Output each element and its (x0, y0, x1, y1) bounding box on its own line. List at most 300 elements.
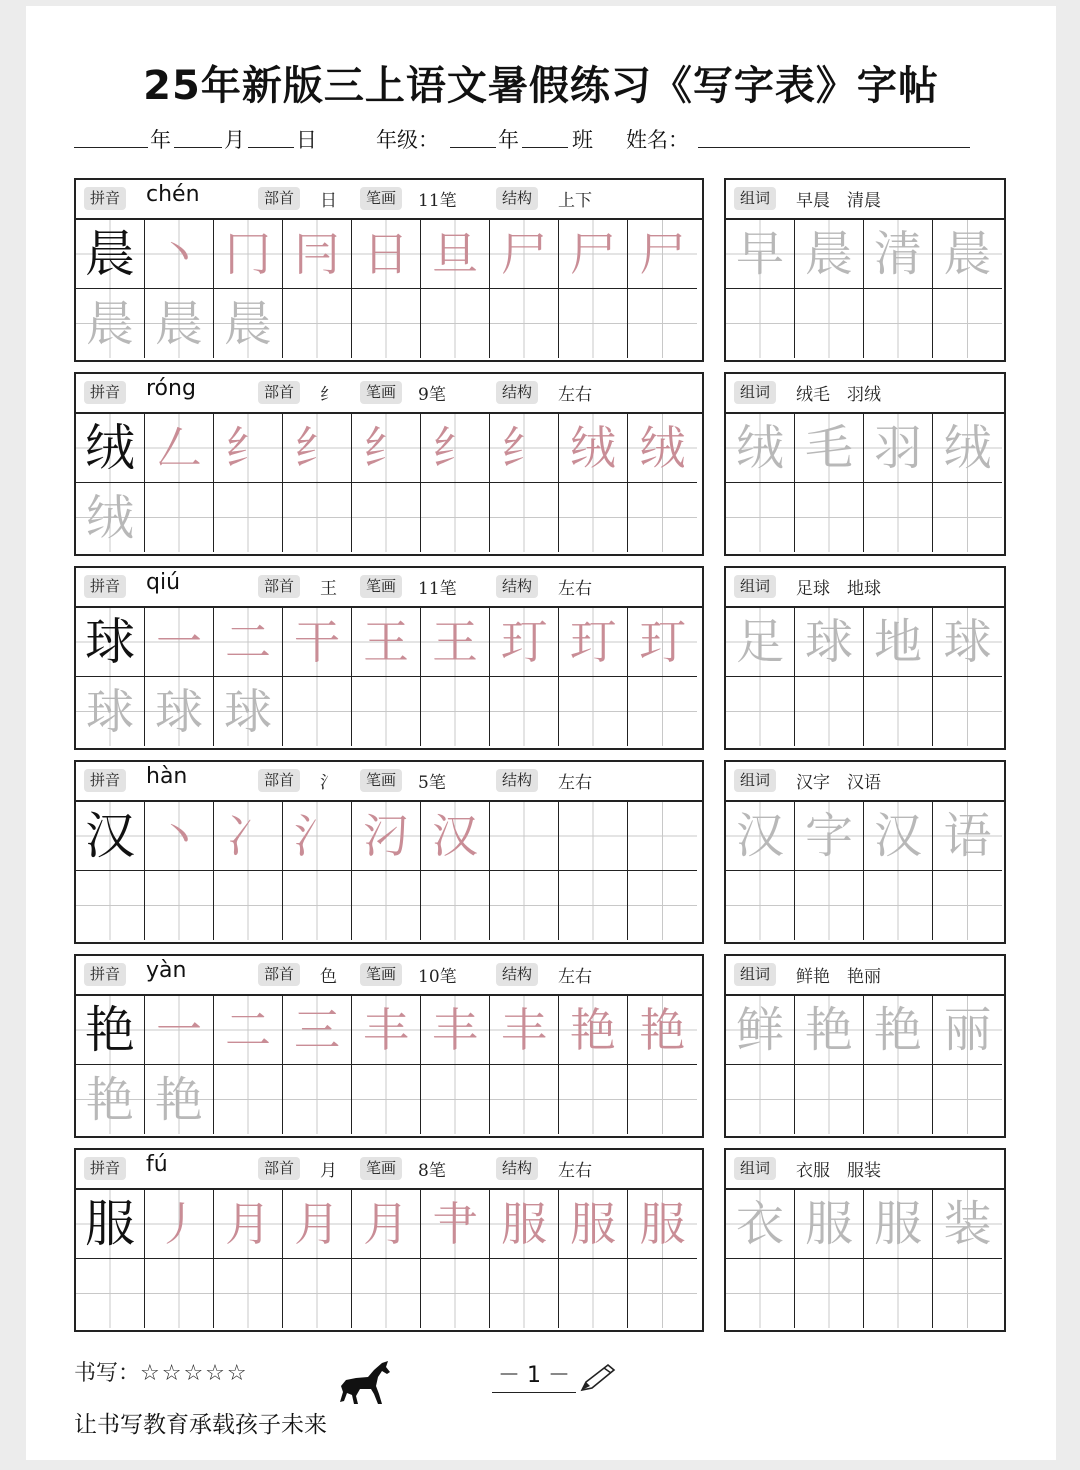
grid-row (726, 289, 1002, 358)
word-cell[interactable] (795, 1190, 864, 1259)
words-tag: 组词 (734, 381, 776, 404)
radical-tag: 部首 (258, 963, 300, 986)
stroke-order-step: 尸 (570, 227, 616, 281)
grid-row (726, 677, 1002, 746)
word-cell[interactable] (795, 483, 864, 552)
word-cell[interactable] (726, 802, 795, 871)
writing-cell[interactable] (214, 1065, 283, 1134)
word-cell[interactable] (864, 608, 933, 677)
writing-cell[interactable] (559, 996, 628, 1065)
writing-cell[interactable] (76, 802, 145, 871)
writing-cell[interactable] (628, 996, 697, 1065)
writing-cell[interactable] (421, 871, 490, 940)
word-card-header (726, 956, 1004, 996)
word-cell[interactable] (933, 483, 1002, 552)
writing-cell[interactable] (490, 677, 559, 746)
writing-grid (76, 996, 697, 1134)
pinyin-tag: 拼音 (84, 769, 126, 792)
word-cell[interactable] (933, 871, 1002, 940)
card-header (76, 568, 702, 608)
word-cell[interactable] (726, 1259, 795, 1328)
practice-card (74, 566, 704, 750)
writing-cell[interactable] (490, 483, 559, 552)
writing-cell[interactable] (214, 289, 283, 358)
pinyin-tag: 拼音 (84, 381, 126, 404)
card-header (76, 180, 702, 220)
writing-cell[interactable] (145, 871, 214, 940)
structure-value: 上下 (558, 191, 592, 211)
word-card-header (726, 568, 1004, 608)
writing-cell[interactable] (145, 289, 214, 358)
word-trace-character: 服 (804, 1196, 853, 1252)
word-cell[interactable] (933, 220, 1002, 289)
pinyin-value: hàn (146, 764, 188, 789)
word-trace-character: 绒 (943, 420, 992, 476)
stroke-order-step: 纟 (294, 421, 340, 475)
word-cell[interactable] (795, 1065, 864, 1134)
writing-cell[interactable] (421, 802, 490, 871)
word-cell[interactable] (933, 1190, 1002, 1259)
stroke-order-step: 一 (156, 615, 202, 669)
word-card (724, 372, 1006, 556)
writing-cell[interactable] (214, 996, 283, 1065)
year-label: 年 (150, 128, 171, 152)
worksheet-page (26, 6, 1056, 1460)
model-character: 汉 (85, 807, 135, 865)
word-cell[interactable] (726, 677, 795, 746)
word-trace-character: 语 (943, 808, 992, 864)
writing-cell[interactable] (214, 677, 283, 746)
writing-cell[interactable] (628, 1190, 697, 1259)
stroke-order-step: 服 (501, 1197, 547, 1251)
stroke-order-step: 尸 (501, 227, 547, 281)
structure-value: 左右 (558, 385, 592, 405)
strokes-tag: 笔画 (360, 963, 402, 986)
structure-tag: 结构 (496, 963, 538, 986)
word-trace-character: 艳 (873, 1002, 922, 1058)
pinyin-tag: 拼音 (84, 1157, 126, 1180)
word-cell[interactable] (726, 608, 795, 677)
writing-cell[interactable] (352, 1190, 421, 1259)
grid-row (76, 677, 697, 746)
writing-cell[interactable] (559, 1259, 628, 1328)
writing-grid (76, 220, 697, 358)
writing-grid (76, 414, 697, 552)
writing-cell[interactable] (490, 871, 559, 940)
stroke-order-step: 服 (570, 1197, 616, 1251)
word-trace-character: 绒 (735, 420, 784, 476)
card-header (76, 1150, 702, 1190)
writing-cell[interactable] (559, 1190, 628, 1259)
writing-cell[interactable] (283, 483, 352, 552)
month-label: 月 (224, 128, 245, 152)
writing-cell[interactable] (352, 414, 421, 483)
writing-cell[interactable] (490, 1259, 559, 1328)
word-cell[interactable] (864, 871, 933, 940)
writing-cell[interactable] (283, 802, 352, 871)
writing-cell[interactable] (145, 608, 214, 677)
model-character: 晨 (85, 225, 135, 283)
word-card-header (726, 180, 1004, 220)
trace-character: 球 (154, 683, 203, 740)
word-grid (726, 802, 1002, 940)
writing-cell[interactable] (559, 802, 628, 871)
word-grid (726, 220, 1002, 358)
word-cell[interactable] (933, 1065, 1002, 1134)
pinyin-value: yàn (146, 958, 187, 983)
writing-cell[interactable] (145, 1190, 214, 1259)
writing-cell[interactable] (352, 871, 421, 940)
stroke-order-step: 纟 (225, 421, 271, 475)
writing-cell[interactable] (559, 414, 628, 483)
word-grid (726, 608, 1002, 746)
writing-cell[interactable] (214, 220, 283, 289)
trace-character: 绒 (85, 489, 134, 546)
word-cell[interactable] (795, 1259, 864, 1328)
stroke-order-step: 玎 (501, 615, 547, 669)
writing-cell[interactable] (559, 677, 628, 746)
stroke-order-step: 服 (639, 1197, 686, 1251)
stroke-order-step: 纟 (501, 421, 547, 475)
grid-row (76, 608, 697, 677)
stroke-order-step: 纟 (363, 421, 409, 475)
structure-tag: 结构 (496, 769, 538, 792)
writing-cell[interactable] (559, 871, 628, 940)
model-character: 服 (85, 1195, 135, 1253)
writing-cell[interactable] (490, 996, 559, 1065)
writing-cell[interactable] (421, 220, 490, 289)
radical-value: 月 (320, 1161, 337, 1181)
words-tag: 组词 (734, 1157, 776, 1180)
word-cell[interactable] (864, 220, 933, 289)
word-cell[interactable] (864, 1190, 933, 1259)
writing-cell[interactable] (628, 1065, 697, 1134)
writing-cell[interactable] (352, 483, 421, 552)
stroke-order-step: 三 (294, 1003, 340, 1057)
word-card-header (726, 374, 1004, 414)
word-cell[interactable] (726, 414, 795, 483)
writing-cell[interactable] (352, 220, 421, 289)
writing-cell[interactable] (352, 608, 421, 677)
radical-tag: 部首 (258, 381, 300, 404)
writing-cell[interactable] (421, 289, 490, 358)
pinyin-value: qiú (146, 570, 181, 595)
word-cell[interactable] (864, 289, 933, 358)
writing-cell[interactable] (145, 1259, 214, 1328)
word-trace-character: 装 (943, 1196, 992, 1252)
writing-cell[interactable] (283, 608, 352, 677)
writing-cell[interactable] (628, 871, 697, 940)
writing-cell[interactable] (145, 677, 214, 746)
word-trace-character: 鲜 (735, 1002, 784, 1058)
words-tag: 组词 (734, 575, 776, 598)
radical-value: 色 (320, 967, 337, 987)
word-cell[interactable] (726, 1065, 795, 1134)
words-value: 绒毛 羽绒 (796, 385, 881, 405)
writing-cell[interactable] (145, 802, 214, 871)
word-card (724, 760, 1006, 944)
writing-cell[interactable] (421, 483, 490, 552)
writing-cell[interactable] (214, 608, 283, 677)
pinyin-value: chén (146, 182, 200, 207)
word-cell[interactable] (933, 802, 1002, 871)
stroke-order-step: 二 (225, 615, 271, 669)
strokes-value: 11笔 (418, 579, 457, 599)
writing-cell[interactable] (352, 1259, 421, 1328)
writing-cell[interactable] (421, 414, 490, 483)
writing-cell[interactable] (214, 414, 283, 483)
word-cell[interactable] (864, 414, 933, 483)
word-cell[interactable] (933, 289, 1002, 358)
radical-value: 纟 (320, 385, 337, 405)
writing-cell[interactable] (628, 289, 697, 358)
grid-row (726, 220, 1002, 289)
word-cell[interactable] (795, 802, 864, 871)
pinyin-tag: 拼音 (84, 187, 126, 210)
stroke-order-step: 月 (294, 1197, 340, 1251)
name-label: 姓名： (626, 128, 689, 152)
student-info-line (74, 124, 994, 158)
writing-cell[interactable] (76, 871, 145, 940)
writing-cell[interactable] (628, 483, 697, 552)
rating-stars[interactable]: ☆☆☆☆☆ (140, 1361, 249, 1386)
stroke-order-step: 艳 (639, 1003, 686, 1057)
writing-cell[interactable] (214, 1190, 283, 1259)
stroke-order-step: 王 (363, 615, 409, 669)
writing-rating (74, 1356, 249, 1387)
grid-row (726, 483, 1002, 552)
word-cell[interactable] (726, 483, 795, 552)
writing-cell[interactable] (490, 1190, 559, 1259)
word-cell[interactable] (864, 483, 933, 552)
structure-tag: 结构 (496, 187, 538, 210)
strokes-tag: 笔画 (360, 187, 402, 210)
word-cell[interactable] (795, 608, 864, 677)
stroke-order-step: 艳 (570, 1003, 616, 1057)
writing-cell[interactable] (76, 1065, 145, 1134)
grid-row (726, 608, 1002, 677)
writing-cell[interactable] (490, 802, 559, 871)
word-cell[interactable] (726, 871, 795, 940)
writing-cell[interactable] (283, 1190, 352, 1259)
writing-cell[interactable] (76, 1259, 145, 1328)
grid-row (76, 1259, 697, 1328)
word-cell[interactable] (726, 289, 795, 358)
word-grid (726, 996, 1002, 1134)
writing-cell[interactable] (559, 483, 628, 552)
writing-cell[interactable] (283, 414, 352, 483)
pinyin-tag: 拼音 (84, 575, 126, 598)
word-cell[interactable] (864, 996, 933, 1065)
writing-cell[interactable] (283, 1259, 352, 1328)
word-trace-character: 羽 (873, 420, 922, 476)
word-card-header (726, 1150, 1004, 1190)
word-card-header (726, 762, 1004, 802)
writing-cell[interactable] (352, 289, 421, 358)
writing-cell[interactable] (559, 289, 628, 358)
writing-cell[interactable] (283, 677, 352, 746)
grid-row (726, 996, 1002, 1065)
structure-tag: 结构 (496, 381, 538, 404)
writing-cell[interactable] (628, 1259, 697, 1328)
writing-cell[interactable] (421, 1259, 490, 1328)
word-trace-character: 汉 (873, 808, 922, 864)
writing-cell[interactable] (283, 1065, 352, 1134)
word-cell[interactable] (864, 1259, 933, 1328)
writing-cell[interactable] (352, 996, 421, 1065)
word-trace-character: 毛 (804, 420, 853, 476)
word-trace-character: 晨 (804, 226, 853, 282)
word-cell[interactable] (795, 220, 864, 289)
word-trace-character: 地 (873, 614, 922, 670)
grid-row (726, 1065, 1002, 1134)
stroke-order-step: 冂 (225, 227, 271, 281)
stroke-order-step: 丰 (363, 1003, 409, 1057)
trace-character: 晨 (85, 295, 134, 352)
radical-value: 王 (320, 579, 337, 599)
grid-row (76, 996, 697, 1065)
practice-card (74, 954, 704, 1138)
writing-cell[interactable] (628, 802, 697, 871)
grid-row (76, 289, 697, 358)
model-character: 艳 (85, 1001, 135, 1059)
writing-cell[interactable] (490, 608, 559, 677)
writing-cell[interactable] (628, 220, 697, 289)
writing-cell[interactable] (352, 677, 421, 746)
writing-cell[interactable] (628, 608, 697, 677)
writing-cell[interactable] (76, 289, 145, 358)
grade-label: 年级： (376, 128, 439, 152)
writing-cell[interactable] (490, 220, 559, 289)
writing-cell[interactable] (76, 1190, 145, 1259)
writing-cell[interactable] (145, 483, 214, 552)
grid-row (76, 414, 697, 483)
word-cell[interactable] (795, 871, 864, 940)
writing-cell[interactable] (76, 677, 145, 746)
writing-cell[interactable] (421, 608, 490, 677)
stroke-order-step: 月 (363, 1197, 409, 1251)
stroke-order-step: 丶 (156, 227, 202, 281)
word-cell[interactable] (726, 1190, 795, 1259)
word-trace-character: 球 (943, 614, 992, 670)
writing-cell[interactable] (283, 289, 352, 358)
writing-cell[interactable] (490, 1065, 559, 1134)
stroke-order-step: 氵 (294, 809, 340, 863)
page-number: － 1 － (492, 1358, 576, 1393)
word-cell[interactable] (795, 289, 864, 358)
writing-cell[interactable] (490, 289, 559, 358)
writing-cell[interactable] (145, 220, 214, 289)
structure-value: 左右 (558, 967, 592, 987)
stroke-order-step: 𠃋 (156, 421, 202, 475)
radical-tag: 部首 (258, 769, 300, 792)
stroke-order-step: 纟 (432, 421, 478, 475)
writing-cell[interactable] (145, 996, 214, 1065)
writing-cell[interactable] (76, 996, 145, 1065)
writing-cell[interactable] (214, 802, 283, 871)
writing-cell[interactable] (283, 996, 352, 1065)
writing-cell[interactable] (421, 677, 490, 746)
radical-tag: 部首 (258, 187, 300, 210)
word-trace-character: 丽 (943, 1002, 992, 1058)
trace-character: 艳 (85, 1071, 134, 1128)
word-cell[interactable] (933, 1259, 1002, 1328)
stroke-order-step: 肀 (432, 1197, 478, 1251)
word-cell[interactable] (933, 414, 1002, 483)
word-cell[interactable] (795, 996, 864, 1065)
practice-card (74, 1148, 704, 1332)
writing-cell[interactable] (559, 608, 628, 677)
writing-cell[interactable] (214, 871, 283, 940)
writing-cell[interactable] (352, 802, 421, 871)
writing-cell[interactable] (76, 220, 145, 289)
stroke-order-step: 尸 (639, 227, 686, 281)
stroke-order-step: 旦 (432, 227, 478, 281)
word-cell[interactable] (726, 996, 795, 1065)
stroke-order-step: 汈 (363, 809, 409, 863)
radical-tag: 部首 (258, 575, 300, 598)
strokes-tag: 笔画 (360, 769, 402, 792)
writing-cell[interactable] (145, 414, 214, 483)
word-cell[interactable] (795, 414, 864, 483)
word-cell[interactable] (933, 677, 1002, 746)
word-cell[interactable] (795, 677, 864, 746)
structure-tag: 结构 (496, 575, 538, 598)
writing-cell[interactable] (559, 220, 628, 289)
writing-cell[interactable] (352, 1065, 421, 1134)
word-cell[interactable] (864, 802, 933, 871)
grid-row (726, 1190, 1002, 1259)
word-cell[interactable] (933, 996, 1002, 1065)
writing-label: 书写： (74, 1361, 141, 1386)
writing-cell[interactable] (628, 677, 697, 746)
strokes-value: 5笔 (418, 773, 446, 793)
writing-cell[interactable] (214, 1259, 283, 1328)
writing-cell[interactable] (421, 1190, 490, 1259)
words-value: 衣服 服装 (796, 1161, 881, 1181)
words-tag: 组词 (734, 187, 776, 210)
writing-grid (76, 1190, 697, 1328)
structure-value: 左右 (558, 1161, 592, 1181)
writing-cell[interactable] (76, 483, 145, 552)
writing-cell[interactable] (214, 483, 283, 552)
writing-cell[interactable] (628, 414, 697, 483)
writing-cell[interactable] (76, 608, 145, 677)
words-tag: 组词 (734, 769, 776, 792)
writing-cell[interactable] (559, 1065, 628, 1134)
writing-cell[interactable] (283, 220, 352, 289)
writing-cell[interactable] (145, 1065, 214, 1134)
word-cell[interactable] (864, 1065, 933, 1134)
stroke-order-step: 二 (225, 1003, 271, 1057)
strokes-tag: 笔画 (360, 575, 402, 598)
practice-card (74, 760, 704, 944)
word-cell[interactable] (726, 220, 795, 289)
words-value: 鲜艳 艳丽 (796, 967, 881, 987)
writing-cell[interactable] (490, 414, 559, 483)
writing-cell[interactable] (421, 996, 490, 1065)
grade-year-label: 年 (498, 128, 519, 152)
writing-cell[interactable] (421, 1065, 490, 1134)
words-value: 足球 地球 (796, 579, 881, 599)
writing-cell[interactable] (283, 871, 352, 940)
word-cell[interactable] (864, 677, 933, 746)
stroke-order-step: 冫 (225, 809, 271, 863)
writing-cell[interactable] (76, 414, 145, 483)
word-cell[interactable] (933, 608, 1002, 677)
words-value: 汉字 汉语 (796, 773, 881, 793)
grid-row (76, 802, 697, 871)
